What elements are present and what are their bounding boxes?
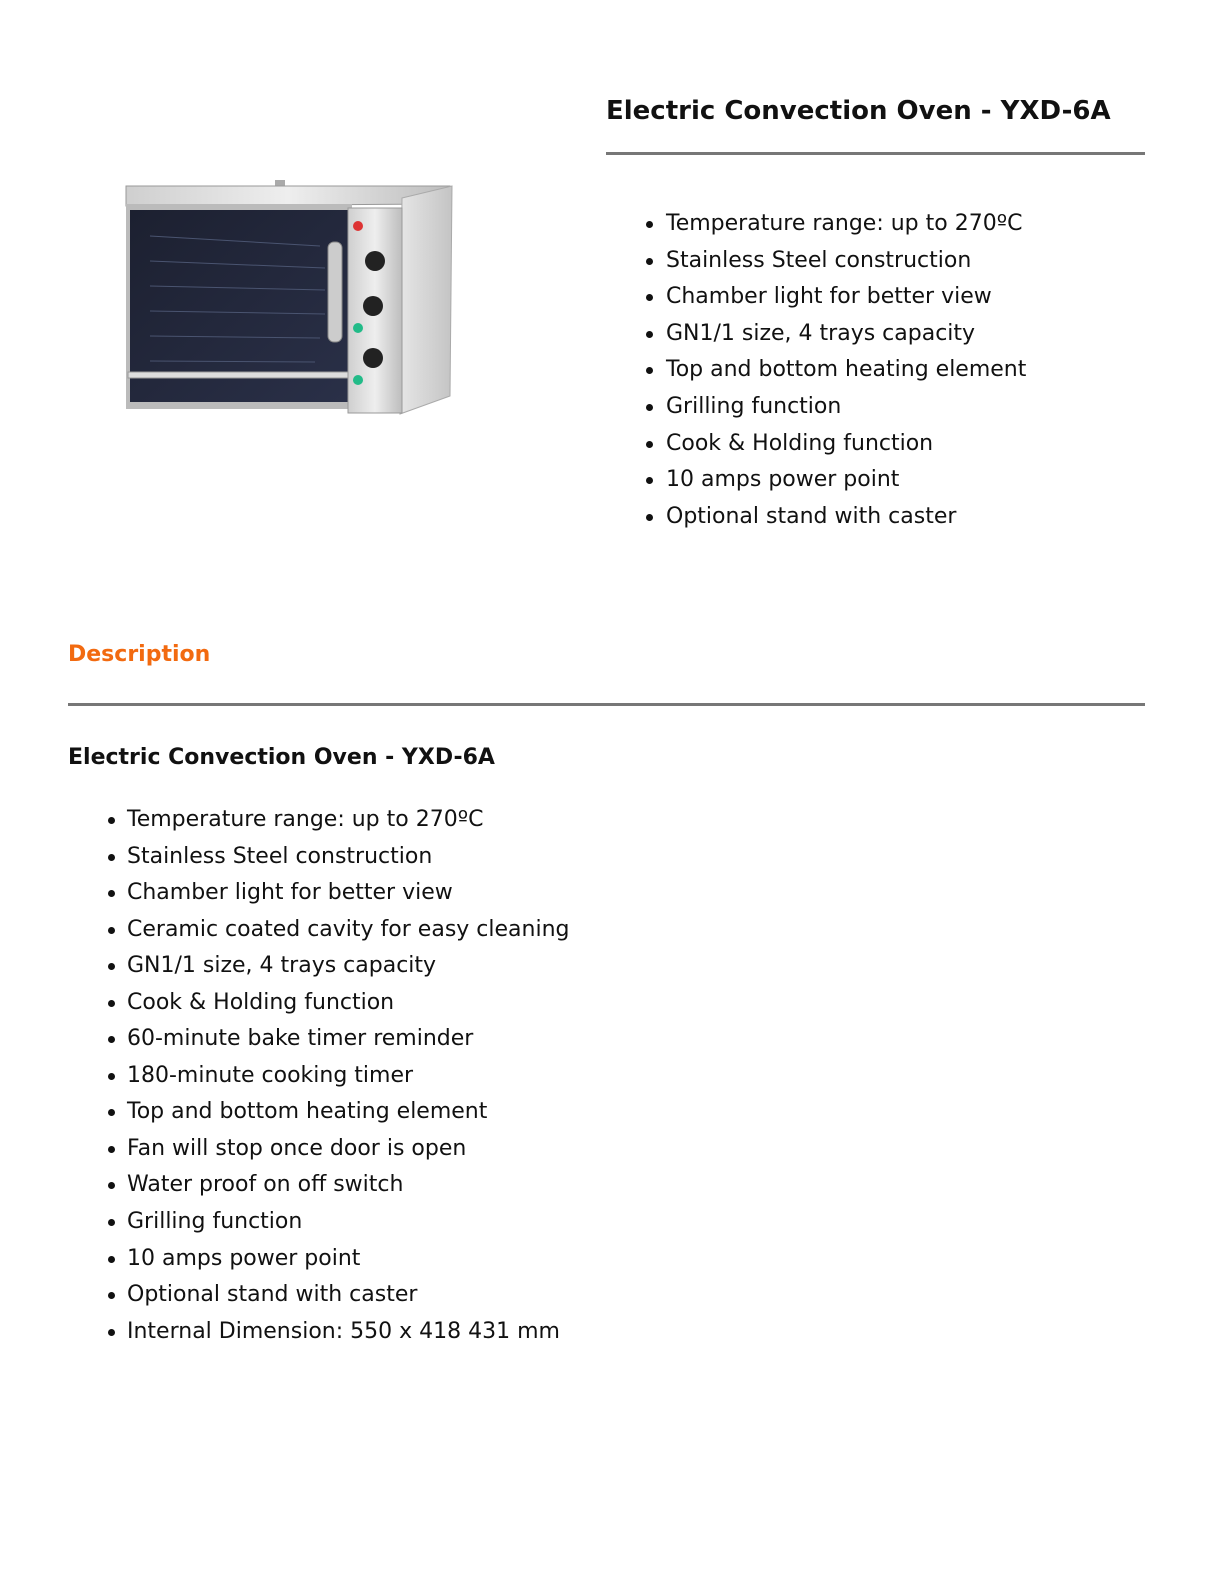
list-item: Optional stand with caster — [127, 1277, 569, 1314]
list-item: Internal Dimension: 550 x 418 431 mm — [127, 1314, 569, 1351]
list-item: Grilling function — [127, 1204, 569, 1241]
list-item: 180-minute cooking timer — [127, 1058, 569, 1095]
features-list — [127, 802, 569, 1350]
list-item: Water proof on off switch — [127, 1167, 569, 1204]
list-item: Top and bottom heating element — [666, 352, 1026, 389]
highlights-list — [666, 206, 1026, 535]
list-item: 60-minute bake timer reminder — [127, 1021, 569, 1058]
list-item: Optional stand with caster — [666, 499, 1026, 536]
list-item: Top and bottom heating element — [127, 1094, 569, 1131]
list-item: Chamber light for better view — [666, 279, 1026, 316]
list-item: Temperature range: up to 270ºC — [666, 206, 1026, 243]
list-item: Fan will stop once door is open — [127, 1131, 569, 1168]
list-item: Chamber light for better view — [127, 875, 569, 912]
list-item: Grilling function — [666, 389, 1026, 426]
list-item: GN1/1 size, 4 trays capacity — [127, 948, 569, 985]
product-image — [120, 176, 460, 425]
list-item: Temperature range: up to 270ºC — [127, 802, 569, 839]
product-title: Electric Convection Oven - YXD-6A — [606, 96, 1111, 126]
list-item: Stainless Steel construction — [666, 243, 1026, 280]
description-title: Electric Convection Oven - YXD-6A — [68, 745, 495, 770]
list-item: Ceramic coated cavity for easy cleaning — [127, 912, 569, 949]
list-item: Cook & Holding function — [127, 985, 569, 1022]
list-item: Stainless Steel construction — [127, 839, 569, 876]
list-item: Cook & Holding function — [666, 426, 1026, 463]
description-divider — [68, 703, 1145, 706]
list-item: 10 amps power point — [666, 462, 1026, 499]
description-heading: Description — [68, 642, 211, 667]
title-divider — [606, 152, 1145, 155]
list-item: 10 amps power point — [127, 1241, 569, 1278]
list-item: GN1/1 size, 4 trays capacity — [666, 316, 1026, 353]
